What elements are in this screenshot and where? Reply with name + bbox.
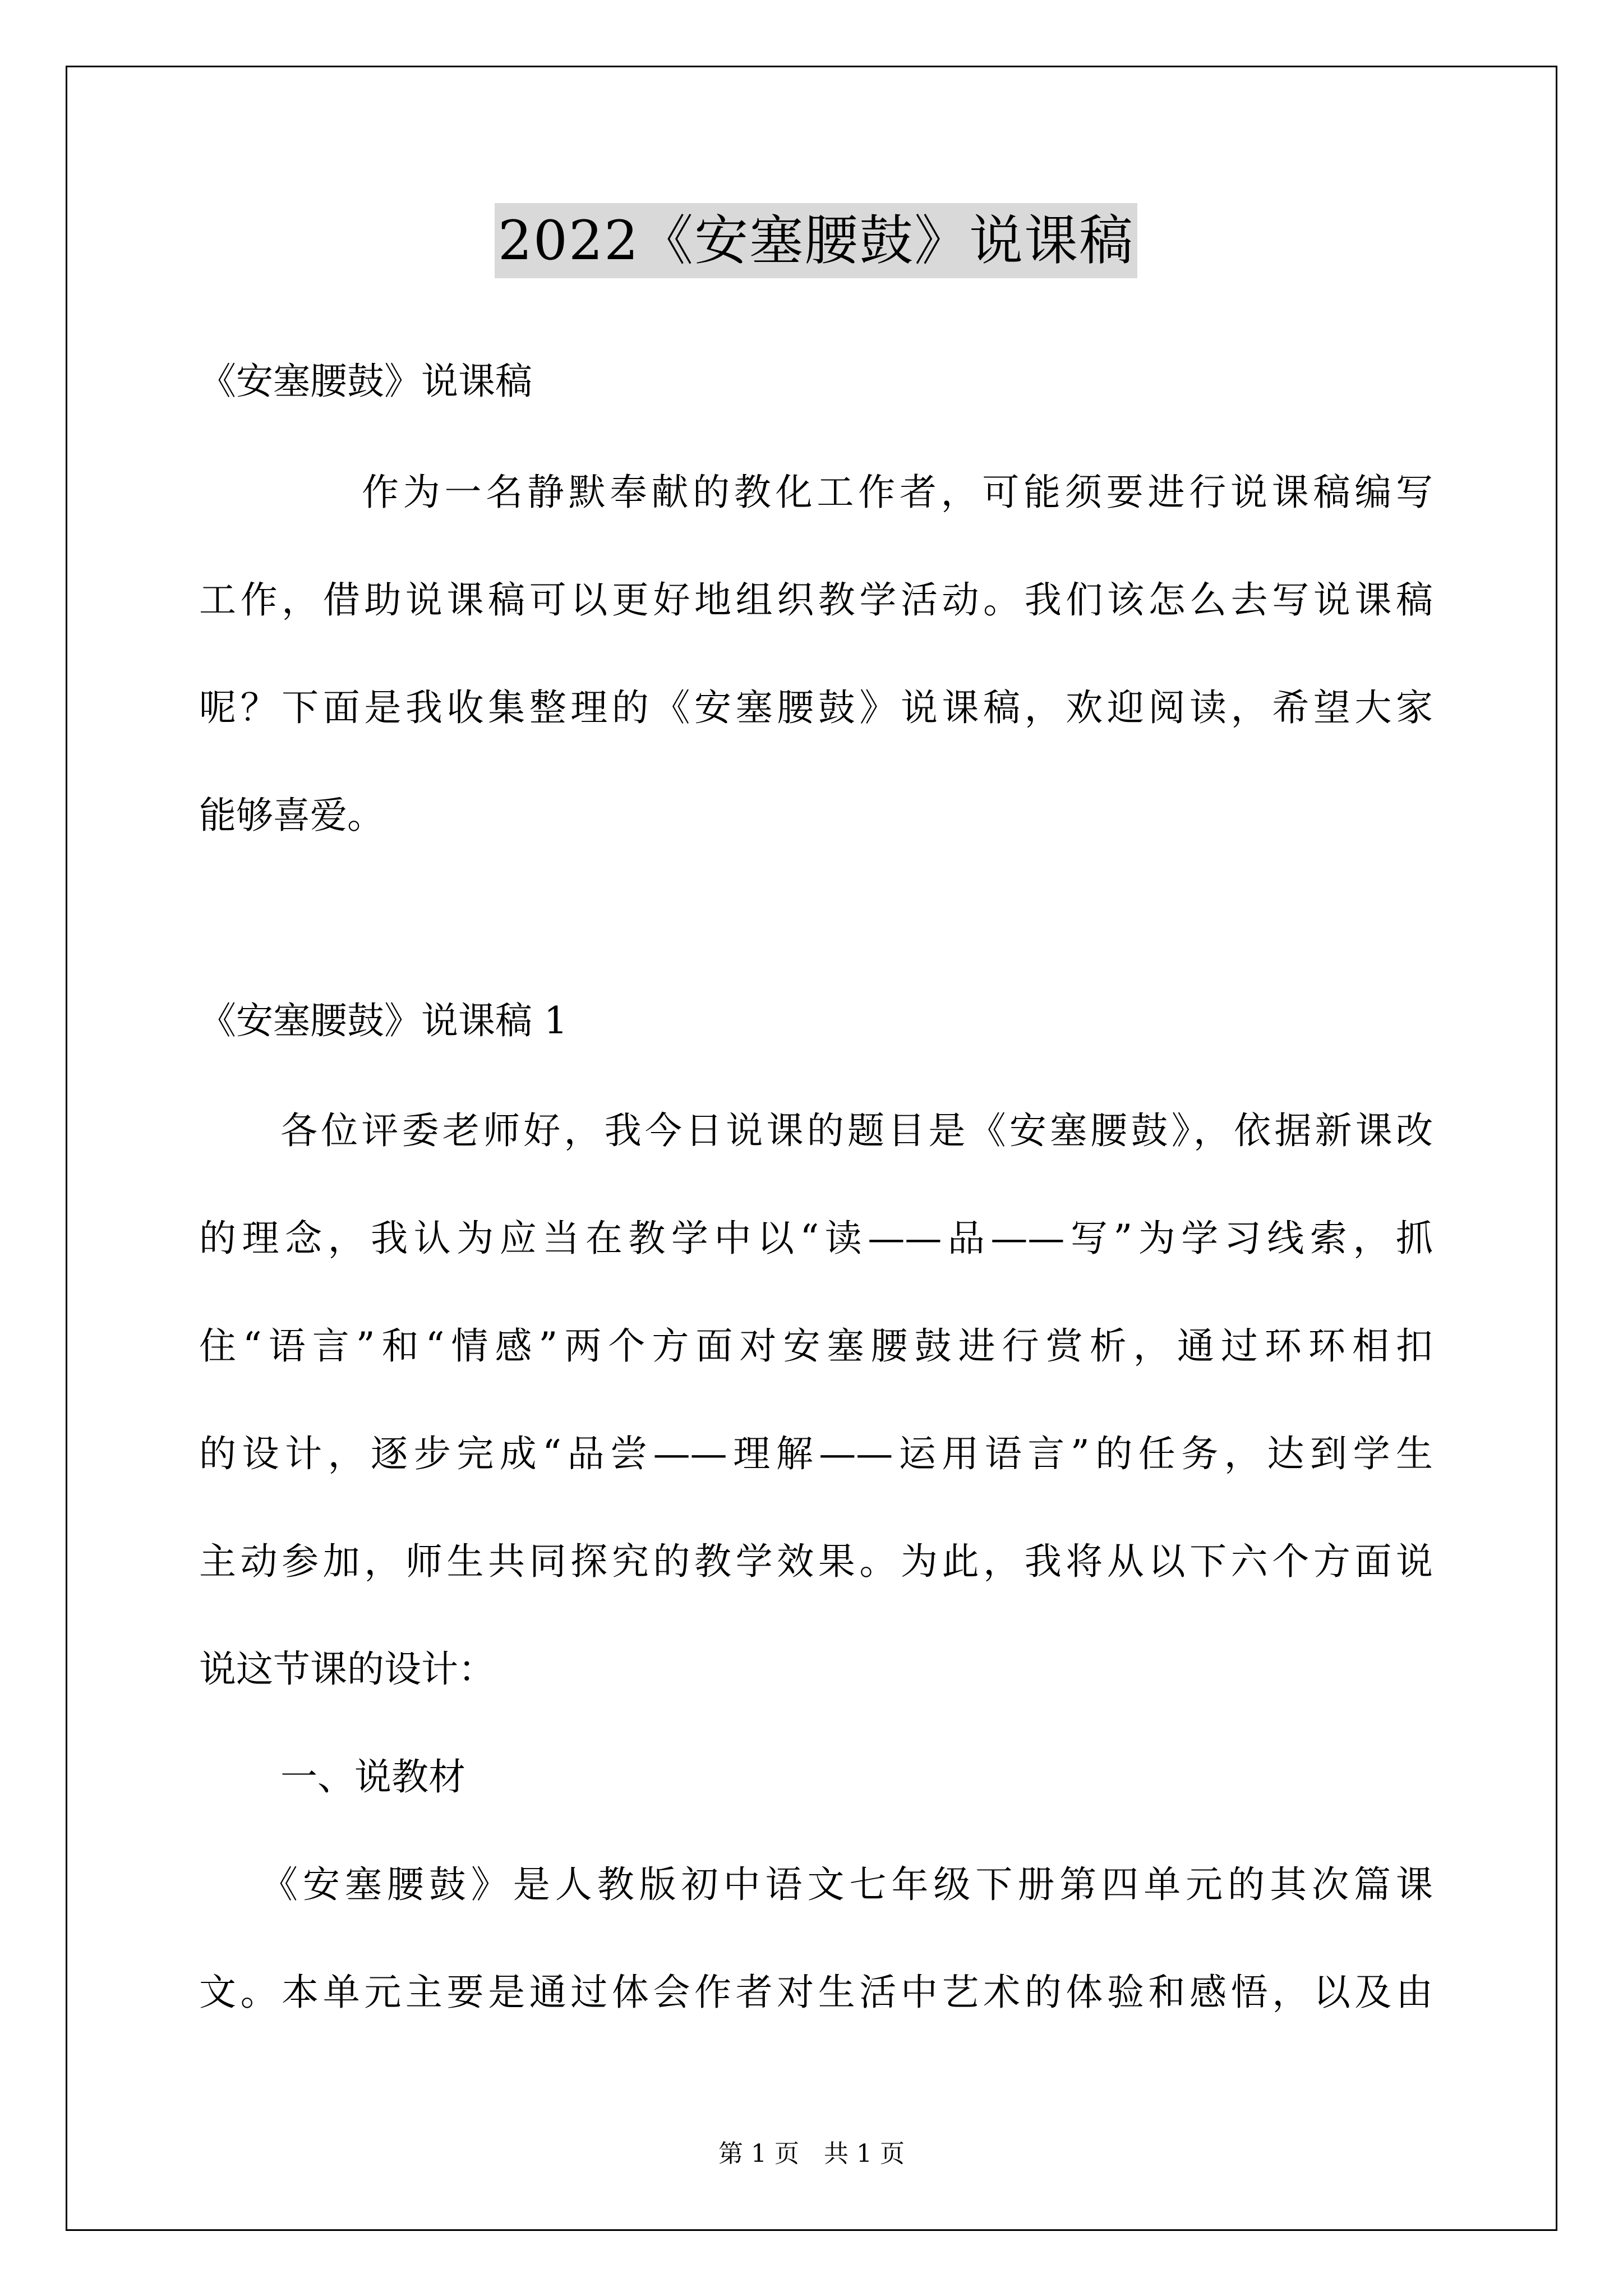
- title-container: [199, 203, 1433, 278]
- section-heading: 《安塞腰鼓》说课稿 1: [199, 999, 568, 1042]
- paragraph-line: 的理念，我认为应当在教学中以“读——品——写”为学习线索，抓: [199, 1217, 1433, 1260]
- paragraph-line: 主动参加，师生共同探究的教学效果。为此，我将从以下六个方面说: [199, 1540, 1433, 1583]
- page-footer: 第 1 页 共 1 页: [718, 2139, 905, 2168]
- paragraph-line: 说这节课的设计：: [199, 1648, 495, 1691]
- paragraph-line: 住“语言”和“情感”两个方面对安塞腰鼓进行赏析，通过环环相扣: [199, 1324, 1433, 1368]
- paragraph-line: 的设计，逐步完成“品尝——理解——运用语言”的任务，达到学生: [199, 1432, 1433, 1475]
- paragraph-line: 文。本单元主要是通过体会作者对生活中艺术的体验和感悟，以及由: [199, 1971, 1433, 2014]
- paragraph-line: 能够喜爱。: [199, 794, 384, 837]
- paragraph-line: 作为一名静默奉献的教化工作者，可能须要进行说课稿编写: [362, 471, 1433, 514]
- paragraph-line: 呢？下面是我收集整理的《安塞腰鼓》说课稿，欢迎阅读，希望大家: [199, 686, 1433, 729]
- document-title: 2022《安塞腰鼓》说课稿: [495, 203, 1137, 278]
- paragraph-line: 《安塞腰鼓》是人教版初中语文七年级下册第四单元的其次篇课: [261, 1863, 1433, 1906]
- paragraph-line: 各位评委老师好，我今日说课的题目是《安塞腰鼓》，依据新课改: [280, 1109, 1433, 1152]
- subtitle-line: 《安塞腰鼓》说课稿: [199, 360, 532, 403]
- paragraph-line: 工作，借助说课稿可以更好地组织教学活动。我们该怎么去写说课稿: [199, 578, 1433, 622]
- section-heading: 一、说教材: [280, 1755, 465, 1798]
